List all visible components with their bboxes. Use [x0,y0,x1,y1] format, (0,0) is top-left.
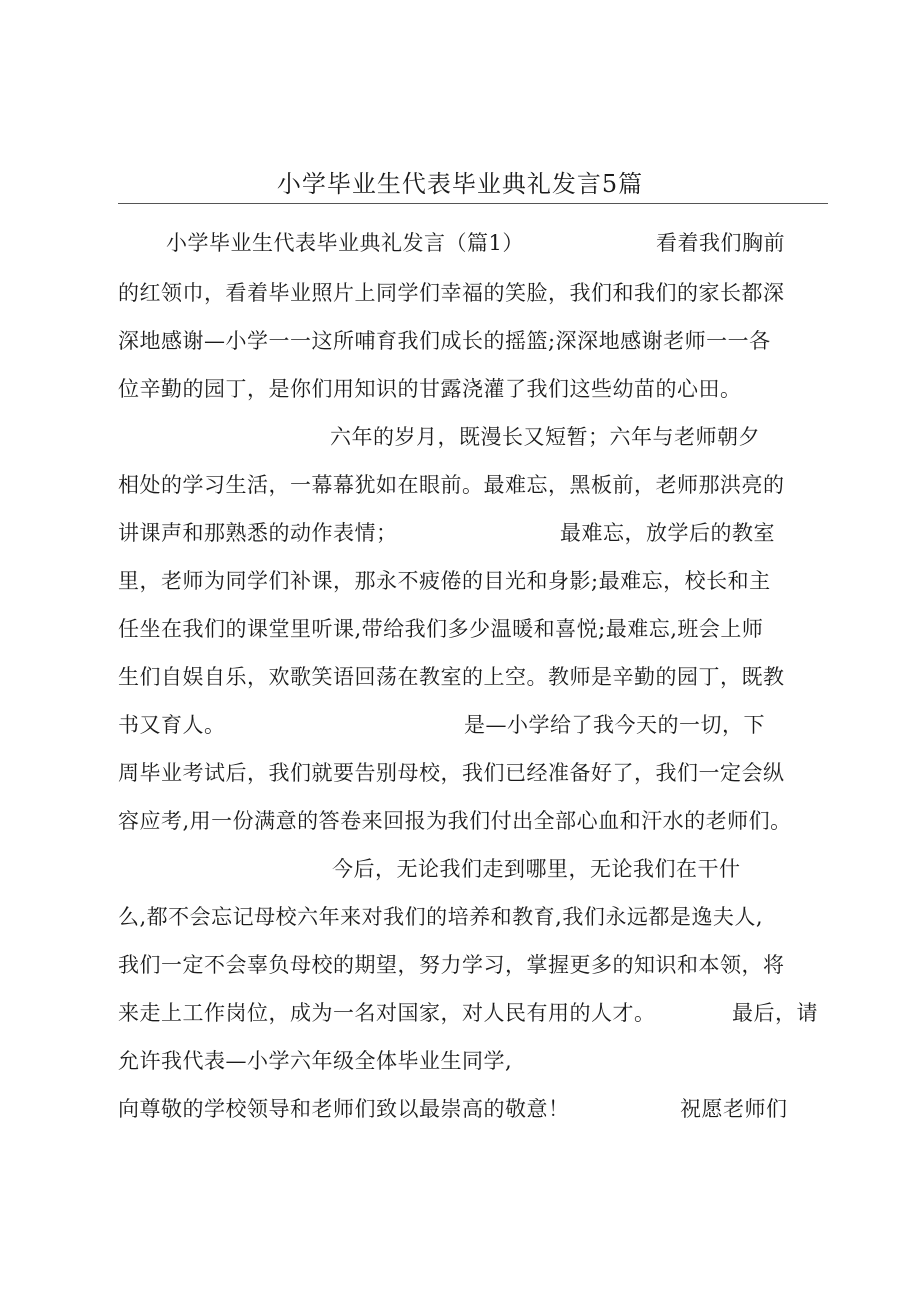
section-heading: 小学毕业生代表毕业典礼发言（篇1） [166,231,524,255]
text-line: 讲课声和那熟悉的动作表情； [118,521,398,545]
text-line: 书又育人。 [118,713,226,737]
text-line: 今后，无论我们走到哪里，无论我们在干什 [332,857,741,881]
text-line: 祝愿老师们 [680,1097,788,1121]
text-line: 位辛勤的园丁，是你们用知识的甘露浇灌了我们这些幼苗的心田。 [118,377,742,401]
text-line: 深地感谢—小学一一这所哺育我们成长的摇篮;深深地感谢老师一一各 [118,329,771,353]
text-line: 周毕业考试后，我们就要告别母校，我们已经准备好了，我们一定会纵 [118,761,785,785]
text-line: 看着我们胸前 [656,231,785,255]
text-line: 最后，请 [732,1001,818,1025]
title-divider [118,203,828,204]
text-line: 六年的岁月，既漫长又短暂；六年与老师朝夕 [330,425,760,449]
text-line: 向尊敬的学校领导和老师们致以最崇高的敬意！ [118,1097,570,1121]
text-line: 容应考,用一份满意的答卷来回报为我们付出全部心血和汗水的老师们。 [118,809,792,833]
text-line: 我们一定不会辜负母校的期望，努力学习，掌握更多的知识和本领，将 [118,953,785,977]
text-line: 任坐在我们的课堂里听课,带给我们多少温暖和喜悦;最难忘,班会上师 [118,617,764,641]
text-line: 最难忘，放学后的教室 [560,521,775,545]
text-line: 生们自娱自乐，欢歌笑语回荡在教室的上空。教师是辛勤的园丁，既教 [118,665,785,689]
text-line: 的红领巾，看着毕业照片上同学们幸福的笑脸，我们和我们的家长都深 [118,281,785,305]
text-line: 么,都不会忘记母校六年来对我们的培养和教育,我们永远都是逸夫人, [118,905,764,929]
text-line: 相处的学习生活，一幕幕犹如在眼前。最难忘，黑板前，老师那洪亮的 [118,473,785,497]
text-line: 允许我代表—小学六年级全体毕业生同学, [118,1049,513,1073]
document-title: 小学毕业生代表毕业典礼发言5篇 [276,170,644,198]
text-line: 是—小学给了我今天的一切，下 [464,713,765,737]
text-line: 里，老师为同学们补课，那永不疲倦的目光和身影;最难忘，校长和主 [118,569,771,593]
text-line: 来走上工作岗位，成为一名对国家，对人民有用的人才。 [118,1001,656,1025]
